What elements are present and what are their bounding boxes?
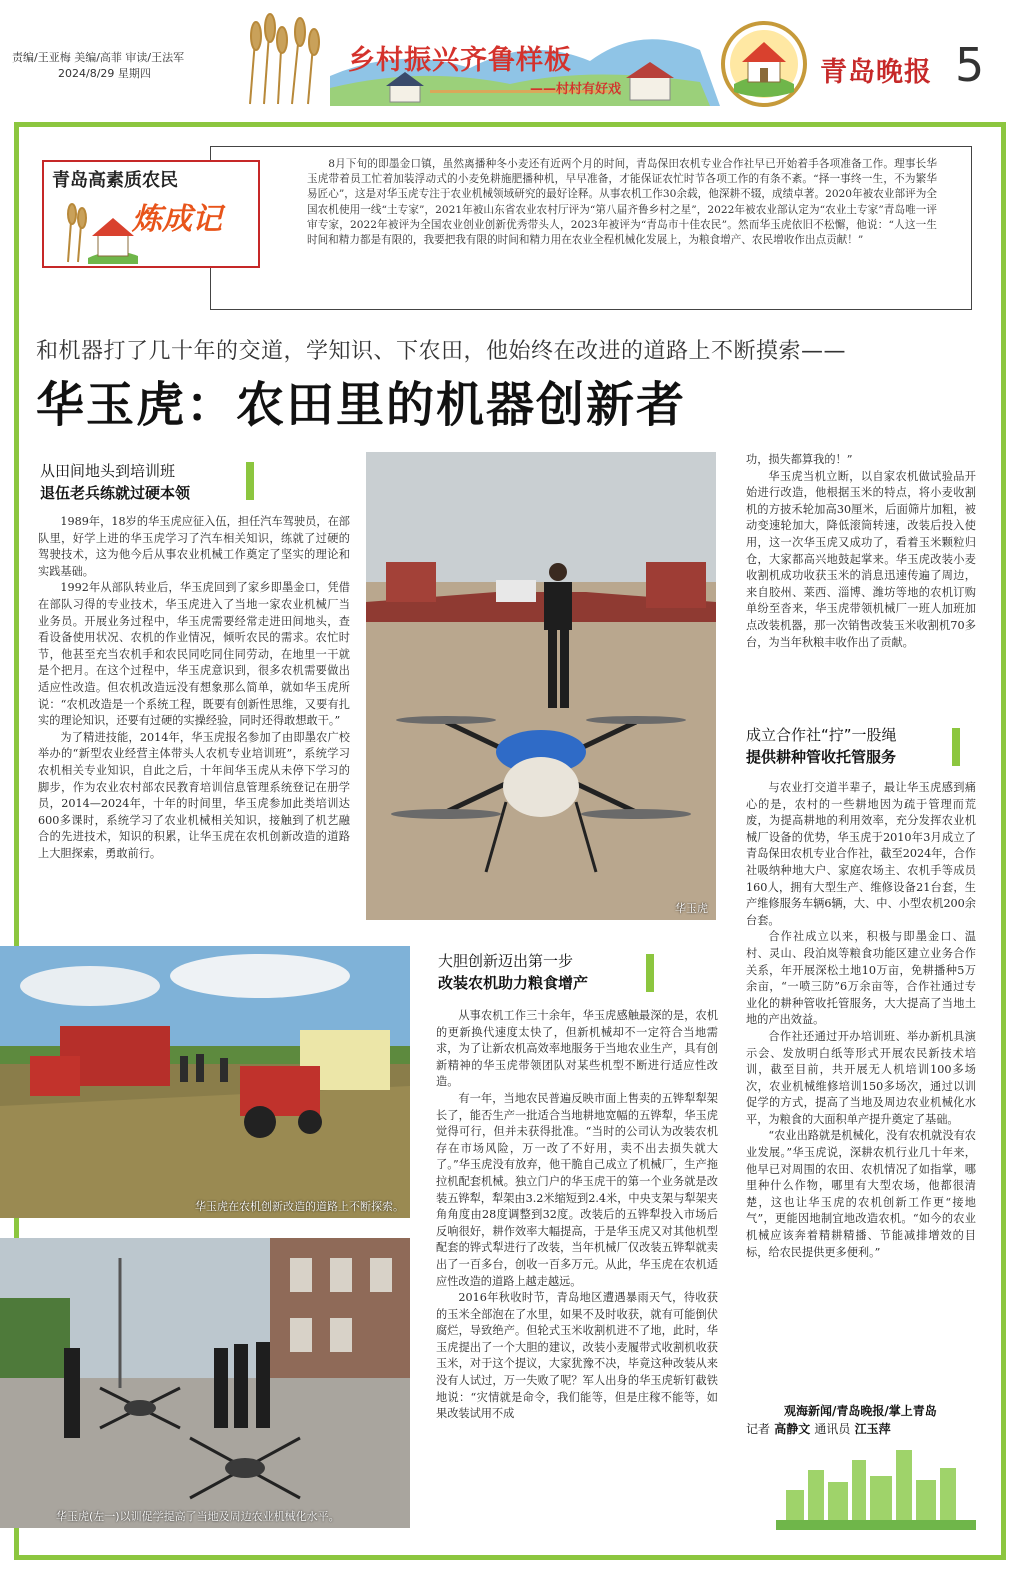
paragraph: 合作社还通过开办培训班、举办新机具演示会、发放明白纸等形式开展农民新技术培训，截至目前，共开展无人机培训100多场次，农业机械维修培训150多场次，通过以训促学的方式，提高了当地及周边农业机械化水平，为粮食的大面积单产提升奠定了基础。 [746,1029,976,1126]
editor-names: 责编/王亚梅 美编/高菲 审读/王法军 [12,51,185,64]
section-2-heading [438,950,588,994]
training-photo [0,1238,410,1528]
banner-subtitle: ——村村有好戏 [530,82,622,97]
reporter-name: 高静文 [774,1422,811,1436]
correspondent-name: 江玉萍 [854,1422,891,1436]
page-number: 5 [955,38,985,92]
training-photo-caption: 华玉虎(左一)以训促学提高了当地及周边农业机械化水平。 [56,1510,340,1523]
training-photo-image [0,1238,410,1528]
section-3-accent-bar [952,728,960,766]
column-logo [42,160,260,268]
paragraph: 2016年秋收时节，青岛地区遭遇暴雨天气，待收获的玉米全部泡在了水里，如果不及时收获，就有可能倒伏腐烂，导致绝产。但轮式玉米收割机进不了地，此时，华玉虎提出了一个大胆的建议，改装小麦履带式收割机收获玉米，对于这个提议，大家犹豫不决，毕竟这种改装从来没有人试过，万一失败了呢？军人出身的华玉虎斩钉截铁地说：“灾情就是命令，我们能等，但是庄稼不能等，如果改装试用不成 [436,1291,718,1421]
newspaper-name: 青岛晚报 [820,57,932,88]
intro-paragraph: 8月下旬的即墨金口镇，虽然离播种冬小麦还有近两个月的时间，青岛保田农机专业合作社早已开始着手各项准备工作。理事长华玉虎带着员工忙着加装浮动式的小麦免耕施肥播种机，早早准备，才能保证农忙时节各项工作的有条不紊。“择一事终一生，不为繁华易匠心”，这是对华玉虎专注于农业机械领域研究的最好诠释。从事农机工作30余载，他深耕不辍，成绩卓著。2020年被农业部评为全国农机使用一线“土专家”，2021年被山东省农业农村厅评为“第八届齐鲁乡村之星”，2022年被农业部认定为“农业土专家”青岛唯一评审专家，2022年被评为全国农业创业创新优秀带头人，2023年被评为“青岛市十佳农民”。然而华玉虎依旧不松懈，他说：“人这一生时间和精力都是有限的，我要把我有限的时间和精力用在农业全程机械化发展上，为粮食增产、农民增收作出点贡献！” [210,146,972,310]
paragraph: “农业出路就是机械化，没有农机就没有农业发展。”华玉虎说，深耕农机行业几十年来，他早已对周围的农田、农机情况了如指掌，哪里种什么作物，哪里有大型农场，他都很清楚，这也让华玉虎的农机创新工作更“接地气”，更能因地制宜地改造农机。“如今的农业机械应该奔着精耕精播、节能减排增效的目标，给农民提供更多便利。” [746,1129,976,1259]
paragraph: 从事农机工作三十余年，华玉虎感触最深的是，农机的更新换代速度太快了，但新机械却不一定符合当地需求，为了让新农机高效率地服务于当地农业生产，具有创新精神的华玉虎带领团队对某些机型不断进行适应性改造。 [436,1009,718,1089]
section-2-title-line1: 大胆创新迈出第一步 [438,952,574,970]
section-1-title-line1: 从田间地头到培训班 [40,462,176,480]
paragraph: 华玉虎当机立断，以自家农机做试验品开始进行改造，他根据玉米的特点，将小麦收割机的方披禾轮加高30厘米，后面筛片加粗，被动变速轮加大，降低滚筒转速，改装后投入使用，这一次华玉虎又成功了，看着玉米颗粒归仓，大家都高兴地鼓起掌来。华玉虎改装小麦收割机成功收获玉米的消息迅速传遍了周边，来自胶州、莱西、淄博、潍坊等地的农机订购单纷至沓来，华玉虎带领机械厂一班人加班加点改装机器，那一次销售改装玉米收割机70多台，为当年秋粮丰收作出了贡献。 [746,469,976,649]
drone-photo-caption: 华玉虎 [675,902,708,915]
section-1-accent-bar [246,462,254,500]
banner-title: 乡村振兴齐鲁样板 [348,45,572,76]
issue-date: 2024/8/29 星期四 [58,67,151,80]
section-3-heading [746,724,897,768]
correspondent-label: 通讯员 [814,1422,851,1436]
editor-credits [12,50,184,82]
section-3-title-line1: 成立合作社“拧”一股绳 [746,726,897,744]
section-2-body [436,1008,718,1528]
section-2-title-line2: 改装农机助力粮食增产 [438,974,589,992]
byline-source: 观海新闻/青岛晚报/掌上青岛 [784,1404,937,1418]
article-subheadline: 和机器打了几十年的交道，学知识、下农田，他始终在改进的道路上不断摸索—— [36,339,847,364]
drone-photo [366,452,716,920]
drone-photo-image [366,452,716,920]
article-headline: 华玉虎：农田里的机器创新者 [36,377,687,433]
paragraph: 合作社成立以来，积极与即墨金口、温村、灵山、段泊岚等粮食功能区建立业务合作关系，年开展深松土地10万亩，免耕播种5万余亩，“一喷三防”6万余亩等，合作社通过专业化的耕种管收托管服务，大大提高了当地土地的产出效益。 [746,930,976,1027]
paragraph: 与农业打交道半辈子，最让华玉虎感到痛心的是，农村的一些耕地因为疏于管理而荒废，为提高耕地的利用效率，充分发挥农业机械厂设备的优势，华玉虎于2010年3月成立了青岛保田农机专业合作社，截至2024年，合作社吸纳种地大户、家庭农场主、农机手等成员160人，拥有大型生产、维修设备21台套，生产维修服务车辆6辆，大、中、小型农机200余台套。 [746,781,976,927]
paragraph: 功，损失都算我的！” [746,453,853,466]
paragraph: 1992年从部队转业后，华玉虎回到了家乡即墨金口，凭借在部队习得的专业技术，华玉虎进入了当地一家农业机械厂当业务员。开展业务过程中，华玉虎需要经常走进田间地头，查看设备使用状况、农机的作业情况，倾听农民的需求。农忙时节，他甚至充当农机手和农民同吃同住同劳动，在地里一干就是个把月。在这个过程中，华玉虎意识到，很多农机需要做出适应性改造。但农机改造远没有想象那么简单，就如华玉虎所说：“农机改造是一个系统工程，既要有创新性思维，又要有扎实的理论知识，还要有过硬的实操经验，同时还得敢想敢干。” [38,581,350,728]
field-photo [0,946,410,1218]
paragraph: 1989年，18岁的华玉虎应征入伍，担任汽车驾驶员，在部队里，好学上进的华玉虎学习了汽车相关知识，练就了过硬的驾驶技术，这为他今后从事农业机械工作奠定了坚实的理论和实践基础。 [38,515,350,578]
section-3-body [746,780,976,1400]
paragraph: 为了精进技能，2014年，华玉虎报名参加了由即墨农广校举办的“新型农业经营主体带头人农机专业培训班”，系统学习农机相关专业知识，自此之后，十年间华玉虎从未停下学习的脚步，作为农业农村部农民教育培训信息管理系统登记在册学员，2014—2024年，十年的时间里，华玉虎参加此类培训达600多课时，系统学习了农业机械相关知识，接触到了机艺融合的先进技术，知识的积累，让华玉虎在农机创新改造的道路上大胆探索，勇敢前行。 [38,730,350,860]
byline [746,1402,937,1438]
section-3-title-line2: 提供耕种管收托管服务 [746,748,897,766]
right-column-body-top [746,452,976,712]
village-emblem-icon [720,20,808,108]
byline-reporters [746,1420,937,1438]
paragraph: 有一年，当地农民普遍反映市面上售卖的五铧犁犁架长了，能否生产一批适合当地耕地宽幅的五铧犁，华玉虎觉得可行，但并未获得批准。“当时的公司认为改装农机存在市场风险，万一改了不好用，卖不出去损失就大了。”华玉虎没有放弃，他干脆自己成立了机械厂，生产拖拉机配套机械。独立门户的华玉虎干的第一个业务就是改装五铧犁，犁架由3.2米缩短到2.4米，中央支架与犁架夹角角度由28度调整到32度。改装后的五铧犁投入市场后反响很好，耕作效率大幅提高，于是华玉虎又对其他机型配套的铧式犁进行了改装，当年机械厂仅改装五铧犁就卖出了一百多台，创收一百多万元。从此，华玉虎在农机适应性改造的道路上越走越远。 [436,1091,718,1288]
column-title: 青岛高素质农民 [52,170,178,191]
city-skyline-graphic [776,1440,976,1530]
masthead [0,0,1024,110]
section-1-heading [40,460,190,504]
column-title-main: 炼成记 [132,202,222,237]
field-photo-image [0,946,410,1218]
section-1-title-line2: 退伍老兵练就过硬本领 [40,484,191,502]
farm-house-icon [58,198,138,264]
section-2-accent-bar [646,954,654,992]
field-photo-caption: 华玉虎在农机创新改造的道路上不断探索。 [195,1200,404,1213]
section-1-body [38,514,350,934]
reporter-label: 记者 [746,1422,771,1436]
